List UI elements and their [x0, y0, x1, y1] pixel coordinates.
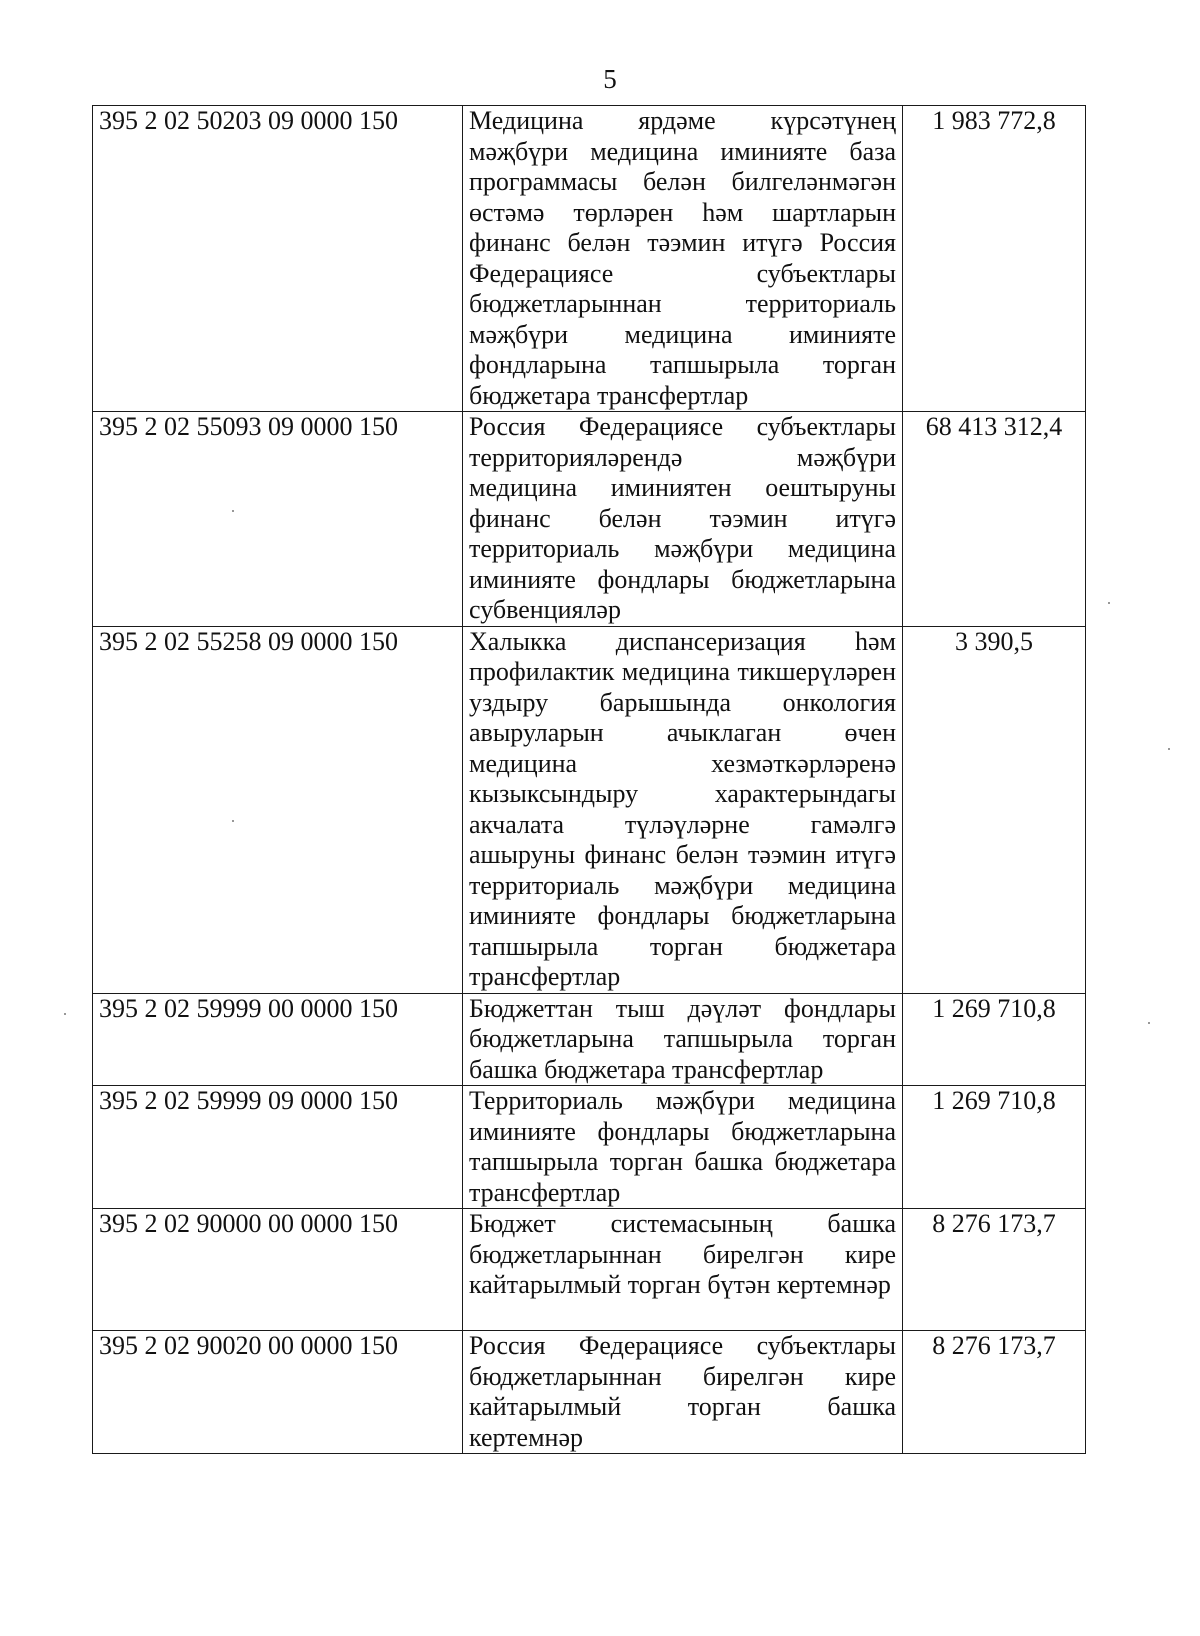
- budget-code-cell: 395 2 02 55093 09 0000 150: [93, 412, 463, 627]
- budget-code-cell: 395 2 02 90000 00 0000 150: [93, 1209, 463, 1331]
- table-row: [93, 626, 1086, 993]
- amount-cell: 1 269 710,8: [903, 993, 1086, 1086]
- income-name-cell: Бюджет системасының башка бюджетларыннан бирелгән кире кайтарылмый торган бүтән кертемнәр: [463, 1209, 903, 1331]
- budget-code-cell: 395 2 02 90020 00 0000 150: [93, 1331, 463, 1454]
- income-name-cell: Россия Федерациясе субъектлары бюджетларыннан бирелгән кире кайтарылмый торган башка кертемнәр: [463, 1331, 903, 1454]
- budget-table-body: [93, 106, 1086, 1454]
- income-name-cell: Россия Федерациясе субъектлары территорияләрендә мәҗбүри медицина иминиятен оештыруны финанс белән тәэмин итүгә территориаль мәҗбүри медицина иминияте фондлары бюджетларына субвенцияләр: [463, 412, 903, 627]
- page-number: 5: [603, 64, 617, 94]
- scan-speck: [64, 1013, 66, 1015]
- amount-cell: 1 269 710,8: [903, 1086, 1086, 1209]
- table-row: [93, 412, 1086, 627]
- amount-cell: 68 413 312,4: [903, 412, 1086, 627]
- table-row: [93, 993, 1086, 1086]
- table-row: [93, 106, 1086, 412]
- amount-cell: 3 390,5: [903, 626, 1086, 993]
- income-name-cell: Территориаль мәҗбүри медицина иминияте фондлары бюджетларына тапшырыла торган башка бюджетара трансфертлар: [463, 1086, 903, 1209]
- scan-speck: [232, 510, 234, 512]
- budget-table: [92, 105, 1086, 1454]
- income-name-cell: Халыкка диспансеризация һәм профилактик медицина тикшерүләрен уздыру барышында онкология авыруларын ачыклаган өчен медицина хезмәткәрләренә кызыксындыру характерындагы акчалата түләүләрне гамәлгә ашыруны финанс белән тәэмин итүгә территориаль мәҗбүри медицина иминияте фондлары бюджетларына тапшырыла торган бюджетара трансфертлар: [463, 626, 903, 993]
- table-row: [93, 1209, 1086, 1331]
- income-name-cell: Бюджеттан тыш дәүләт фондлары бюджетларына тапшырыла торган башка бюджетара трансфертлар: [463, 993, 903, 1086]
- income-name-cell: Медицина ярдәме күрсәтүнең мәҗбүри медицина иминияте база программасы белән билгеләнмәгән өстәмә төрләрен һәм шартларын финанс белән тәэмин итүгә Россия Федерациясе субъектлары бюджетларыннан территориаль мәҗбүри медицина иминияте фондларына тапшырыла торган бюджетара трансфертлар: [463, 106, 903, 412]
- scan-speck: [232, 820, 234, 822]
- scan-speck: [1168, 748, 1170, 750]
- scan-speck: [1148, 1022, 1150, 1024]
- budget-code-cell: 395 2 02 59999 00 0000 150: [93, 993, 463, 1086]
- budget-code-cell: 395 2 02 50203 09 0000 150: [93, 106, 463, 412]
- budget-code-cell: 395 2 02 59999 09 0000 150: [93, 1086, 463, 1209]
- scan-speck: [1108, 602, 1110, 604]
- amount-cell: 8 276 173,7: [903, 1209, 1086, 1331]
- budget-code-cell: 395 2 02 55258 09 0000 150: [93, 626, 463, 993]
- amount-cell: 8 276 173,7: [903, 1331, 1086, 1454]
- table-row: [93, 1086, 1086, 1209]
- amount-cell: 1 983 772,8: [903, 106, 1086, 412]
- table-row: [93, 1331, 1086, 1454]
